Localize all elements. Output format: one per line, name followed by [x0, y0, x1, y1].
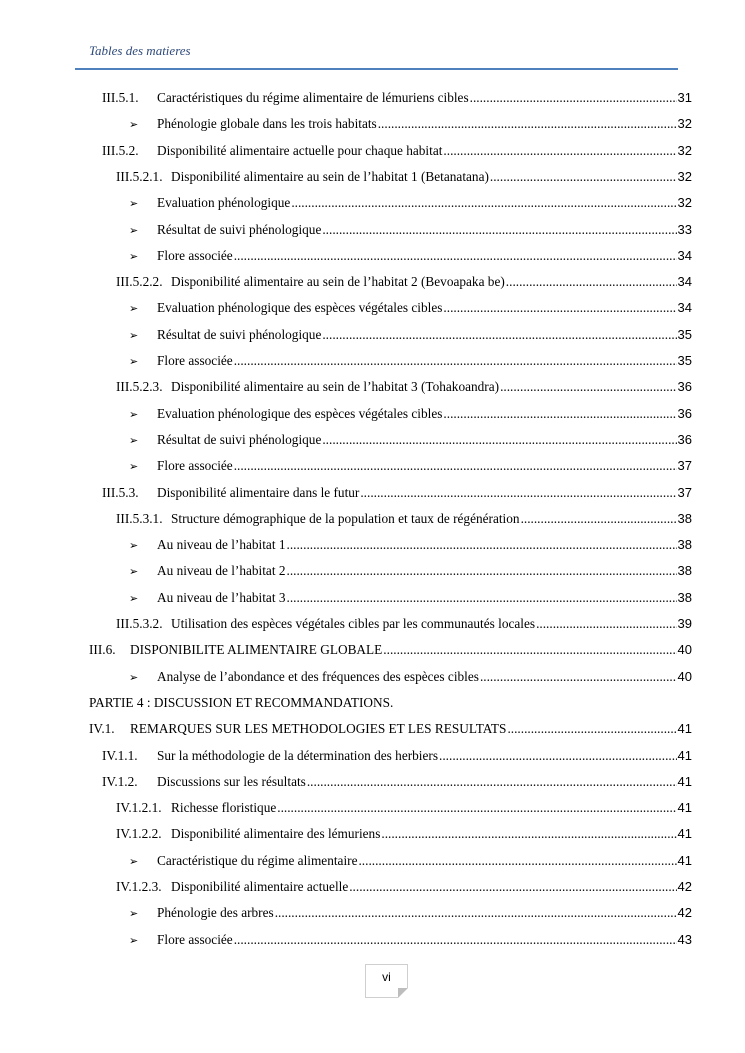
- toc-bullet-entry[interactable]: [129, 298, 692, 318]
- toc-dot-leader: [521, 509, 677, 529]
- toc-bullet-entry[interactable]: [129, 114, 692, 134]
- toc-dot-leader: [381, 824, 676, 844]
- toc-bullet-entry[interactable]: [129, 220, 692, 240]
- toc-page-number: 41: [677, 852, 692, 868]
- toc-entry-title: Disponibilité alimentaire actuelle pour chaque habitat: [157, 142, 443, 158]
- toc-entry-number: III.6.: [89, 642, 116, 658]
- toc-entry-number: IV.1.2.: [102, 773, 138, 789]
- toc-entry-title: Evaluation phénologique: [157, 195, 291, 211]
- toc-entry[interactable]: [116, 614, 692, 634]
- toc-entry-title: Disponibilité alimentaire au sein de l’habitat 2 (Bevoapaka be): [171, 274, 505, 290]
- toc-page-number: 41: [677, 747, 692, 763]
- arrow-bullet-icon: ➢: [129, 933, 139, 947]
- toc-dot-leader: [322, 220, 676, 240]
- toc-entry-number: III.5.1.: [102, 90, 139, 105]
- toc-dot-leader: [349, 877, 676, 897]
- toc-dot-leader: [277, 798, 676, 818]
- toc-entry-title: Discussions sur les résultats: [157, 773, 306, 789]
- page-header-title: Tables des matieres: [89, 43, 191, 58]
- toc-entry-title: Résultat de suivi phénologique: [157, 326, 322, 342]
- toc-page-number: 38: [677, 589, 692, 605]
- toc-page-number: 36: [677, 379, 692, 395]
- toc-page-number: 42: [677, 905, 692, 921]
- toc-entry-number: III.5.2.: [102, 142, 139, 158]
- arrow-bullet-icon: ➢: [129, 670, 139, 684]
- toc-dot-leader: [443, 298, 676, 318]
- toc-entry[interactable]: [116, 509, 692, 529]
- toc-dot-leader: [234, 456, 677, 476]
- toc-entry-title: Evaluation phénologique des espèces végétales cibles: [157, 300, 443, 316]
- toc-entry-title: Utilisation des espèces végétales cibles par les communautés locales: [171, 616, 536, 631]
- toc-entry[interactable]: [102, 88, 692, 108]
- toc-bullet-entry[interactable]: [129, 404, 692, 424]
- toc-dot-leader: [287, 535, 677, 555]
- toc-entry-title: Sur la méthodologie de la détermination des herbiers: [157, 747, 439, 763]
- toc-entry-title: Disponibilité alimentaire au sein de l’habitat 3 (Tohakoandra): [171, 379, 500, 395]
- toc-entry-number: III.5.2.1.: [116, 168, 163, 184]
- toc-entry-title: Caractéristique du régime alimentaire: [157, 852, 358, 868]
- toc-page-number: 41: [677, 800, 692, 816]
- toc-entry-title: Flore associée: [157, 931, 233, 947]
- toc-page-number: 32: [677, 168, 692, 184]
- toc-entry-number: III.5.3.: [102, 484, 139, 500]
- toc-entry-title: Au niveau de l’habitat 1: [157, 537, 286, 553]
- toc-page-number: 38: [677, 510, 692, 526]
- toc-page-number: 34: [677, 247, 692, 263]
- arrow-bullet-icon: ➢: [129, 591, 139, 605]
- toc-dot-leader: [287, 561, 677, 581]
- toc-bullet-entry[interactable]: [129, 351, 692, 371]
- toc-entry[interactable]: [116, 272, 692, 292]
- toc-entry-title: Evaluation phénologique des espèces végétales cibles: [157, 405, 443, 421]
- toc-entry-title: Analyse de l’abondance et des fréquences des espèces cibles: [157, 668, 479, 684]
- toc-entry-title: Richesse floristique: [171, 800, 277, 816]
- toc-page-number: 39: [677, 616, 692, 631]
- arrow-bullet-icon: ➢: [129, 249, 139, 263]
- toc-entry-number: IV.1.2.3.: [116, 879, 162, 894]
- toc-dot-leader: [322, 325, 676, 345]
- toc-entry-title: Flore associée: [157, 353, 233, 368]
- toc-entry-title: Flore associée: [157, 458, 233, 474]
- toc-page-number: 31: [677, 90, 692, 105]
- toc-entry-title: REMARQUES SUR LES METHODOLOGIES ET LES RESULTATS: [130, 721, 507, 737]
- arrow-bullet-icon: ➢: [129, 854, 139, 868]
- toc-bullet-entry[interactable]: [129, 667, 692, 687]
- toc-entry[interactable]: [102, 141, 692, 161]
- page-number: vi: [382, 970, 391, 984]
- toc-dot-leader: [443, 141, 676, 161]
- toc-page-number: 34: [677, 274, 692, 290]
- toc-part-title: PARTIE 4 : DISCUSSION ET RECOMMANDATIONS.: [89, 694, 394, 710]
- toc-entry-number: IV.1.2.2.: [116, 826, 162, 842]
- toc-entry-title: DISPONIBILITE ALIMENTAIRE GLOBALE: [130, 642, 383, 658]
- toc-entry-title: Disponibilité alimentaire actuelle: [171, 879, 349, 894]
- toc-bullet-entry[interactable]: [129, 535, 692, 555]
- arrow-bullet-icon: ➢: [129, 460, 139, 474]
- toc-entry-title: Disponibilité alimentaire au sein de l’habitat 1 (Betanatana): [171, 168, 489, 184]
- toc-entry-number: IV.1.1.: [102, 747, 138, 763]
- toc-entry[interactable]: [116, 167, 692, 187]
- arrow-bullet-icon: ➢: [129, 433, 139, 447]
- toc-entry-number: III.5.3.1.: [116, 510, 163, 526]
- toc-entry-title: Caractéristiques du régime alimentaire de lémuriens cibles: [157, 90, 469, 105]
- toc-dot-leader: [234, 930, 677, 950]
- toc-dot-leader: [234, 351, 677, 371]
- arrow-bullet-icon: ➢: [129, 223, 139, 237]
- toc-dot-leader: [443, 404, 676, 424]
- toc-page-number: 42: [677, 879, 692, 894]
- toc-bullet-entry[interactable]: [129, 930, 692, 950]
- arrow-bullet-icon: ➢: [129, 907, 139, 921]
- toc-page-number: 35: [677, 326, 692, 342]
- toc-entry-title: Au niveau de l’habitat 3: [157, 589, 286, 605]
- arrow-bullet-icon: ➢: [129, 407, 139, 421]
- arrow-bullet-icon: ➢: [129, 197, 139, 211]
- toc-page-number: 35: [677, 353, 692, 368]
- toc-bullet-entry[interactable]: [129, 903, 692, 923]
- toc-page-number: 36: [677, 431, 692, 447]
- toc-entry-title: Résultat de suivi phénologique: [157, 221, 322, 237]
- toc-bullet-entry[interactable]: [129, 561, 692, 581]
- toc-dot-leader: [234, 246, 677, 266]
- toc-entry[interactable]: [116, 824, 692, 844]
- toc-entry-number: IV.1.: [89, 721, 115, 737]
- toc-entry-title: Flore associée: [157, 247, 233, 263]
- toc-entry-number: III.5.2.3.: [116, 379, 163, 395]
- toc-page-number: 41: [677, 826, 692, 842]
- arrow-bullet-icon: ➢: [129, 302, 139, 316]
- toc-page-number: 32: [677, 116, 692, 132]
- toc-page-number: 37: [677, 458, 692, 474]
- toc-entry[interactable]: [89, 719, 692, 739]
- toc-dot-leader: [470, 88, 677, 108]
- toc-entry-number: III.5.3.2.: [116, 616, 163, 631]
- toc-entry-title: Au niveau de l’habitat 2: [157, 563, 286, 579]
- toc-entry-title: Phénologie des arbres: [157, 905, 274, 921]
- toc-entry[interactable]: [102, 772, 692, 792]
- toc-bullet-entry[interactable]: [129, 430, 692, 450]
- toc-page-number: 43: [677, 931, 692, 947]
- toc-bullet-entry[interactable]: [129, 851, 692, 871]
- arrow-bullet-icon: ➢: [129, 565, 139, 579]
- toc-entry[interactable]: [116, 877, 692, 897]
- arrow-bullet-icon: ➢: [129, 355, 139, 368]
- toc-entry[interactable]: [116, 798, 692, 818]
- toc-dot-leader: [360, 483, 676, 503]
- toc-entry[interactable]: [102, 746, 692, 766]
- toc-entry[interactable]: [102, 483, 692, 503]
- toc-entry-title: Phénologie globale dans les trois habitats: [157, 116, 377, 132]
- toc-entry-number: III.5.2.2.: [116, 274, 163, 290]
- toc-dot-leader: [275, 903, 677, 923]
- toc-bullet-entry[interactable]: [129, 588, 692, 608]
- toc-entry-title: Disponibilité alimentaire dans le futur: [157, 484, 360, 500]
- toc-dot-leader: [490, 167, 677, 187]
- toc-page-number: 41: [677, 721, 692, 737]
- toc-dot-leader: [480, 667, 677, 687]
- toc-page-number: 32: [677, 195, 692, 211]
- toc-entry-title: Résultat de suivi phénologique: [157, 431, 322, 447]
- toc-entry[interactable]: [89, 640, 692, 660]
- toc-bullet-entry[interactable]: [129, 456, 692, 476]
- page-curl-icon: [398, 988, 408, 998]
- toc-page-number: 37: [677, 484, 692, 500]
- toc-page-number: 40: [677, 642, 692, 658]
- toc-page-number: 38: [677, 563, 692, 579]
- arrow-bullet-icon: ➢: [129, 118, 139, 132]
- toc-entry[interactable]: [116, 377, 692, 397]
- toc-page-number: 34: [677, 300, 692, 316]
- toc-dot-leader: [287, 588, 677, 608]
- toc-page-number: 32: [677, 142, 692, 158]
- toc-part-heading: [89, 693, 692, 713]
- toc-page-number: 41: [677, 773, 692, 789]
- toc-bullet-entry[interactable]: [129, 325, 692, 345]
- page-number-box: [365, 964, 408, 998]
- toc-dot-leader: [439, 746, 677, 766]
- toc-page-number: 40: [677, 668, 692, 684]
- toc-bullet-entry[interactable]: [129, 193, 692, 213]
- toc-dot-leader: [507, 719, 676, 739]
- header-divider: [75, 68, 678, 70]
- toc-entry-number: IV.1.2.1.: [116, 800, 162, 816]
- toc-entry-title: Disponibilité alimentaire des lémuriens: [171, 826, 381, 842]
- toc-dot-leader: [506, 272, 677, 292]
- toc-page-number: 33: [677, 221, 692, 237]
- toc-entry-title: Structure démographique de la population et taux de régénération: [171, 510, 520, 526]
- toc-dot-leader: [378, 114, 677, 134]
- arrow-bullet-icon: ➢: [129, 328, 139, 342]
- toc-dot-leader: [536, 614, 676, 634]
- toc-page-number: 38: [677, 537, 692, 553]
- toc-dot-leader: [500, 377, 676, 397]
- toc-dot-leader: [291, 193, 676, 213]
- toc-dot-leader: [322, 430, 676, 450]
- toc-bullet-entry[interactable]: [129, 246, 692, 266]
- toc-dot-leader: [358, 851, 676, 871]
- arrow-bullet-icon: ➢: [129, 539, 139, 553]
- toc-page-number: 36: [677, 405, 692, 421]
- toc-dot-leader: [307, 772, 677, 792]
- toc-dot-leader: [383, 640, 676, 660]
